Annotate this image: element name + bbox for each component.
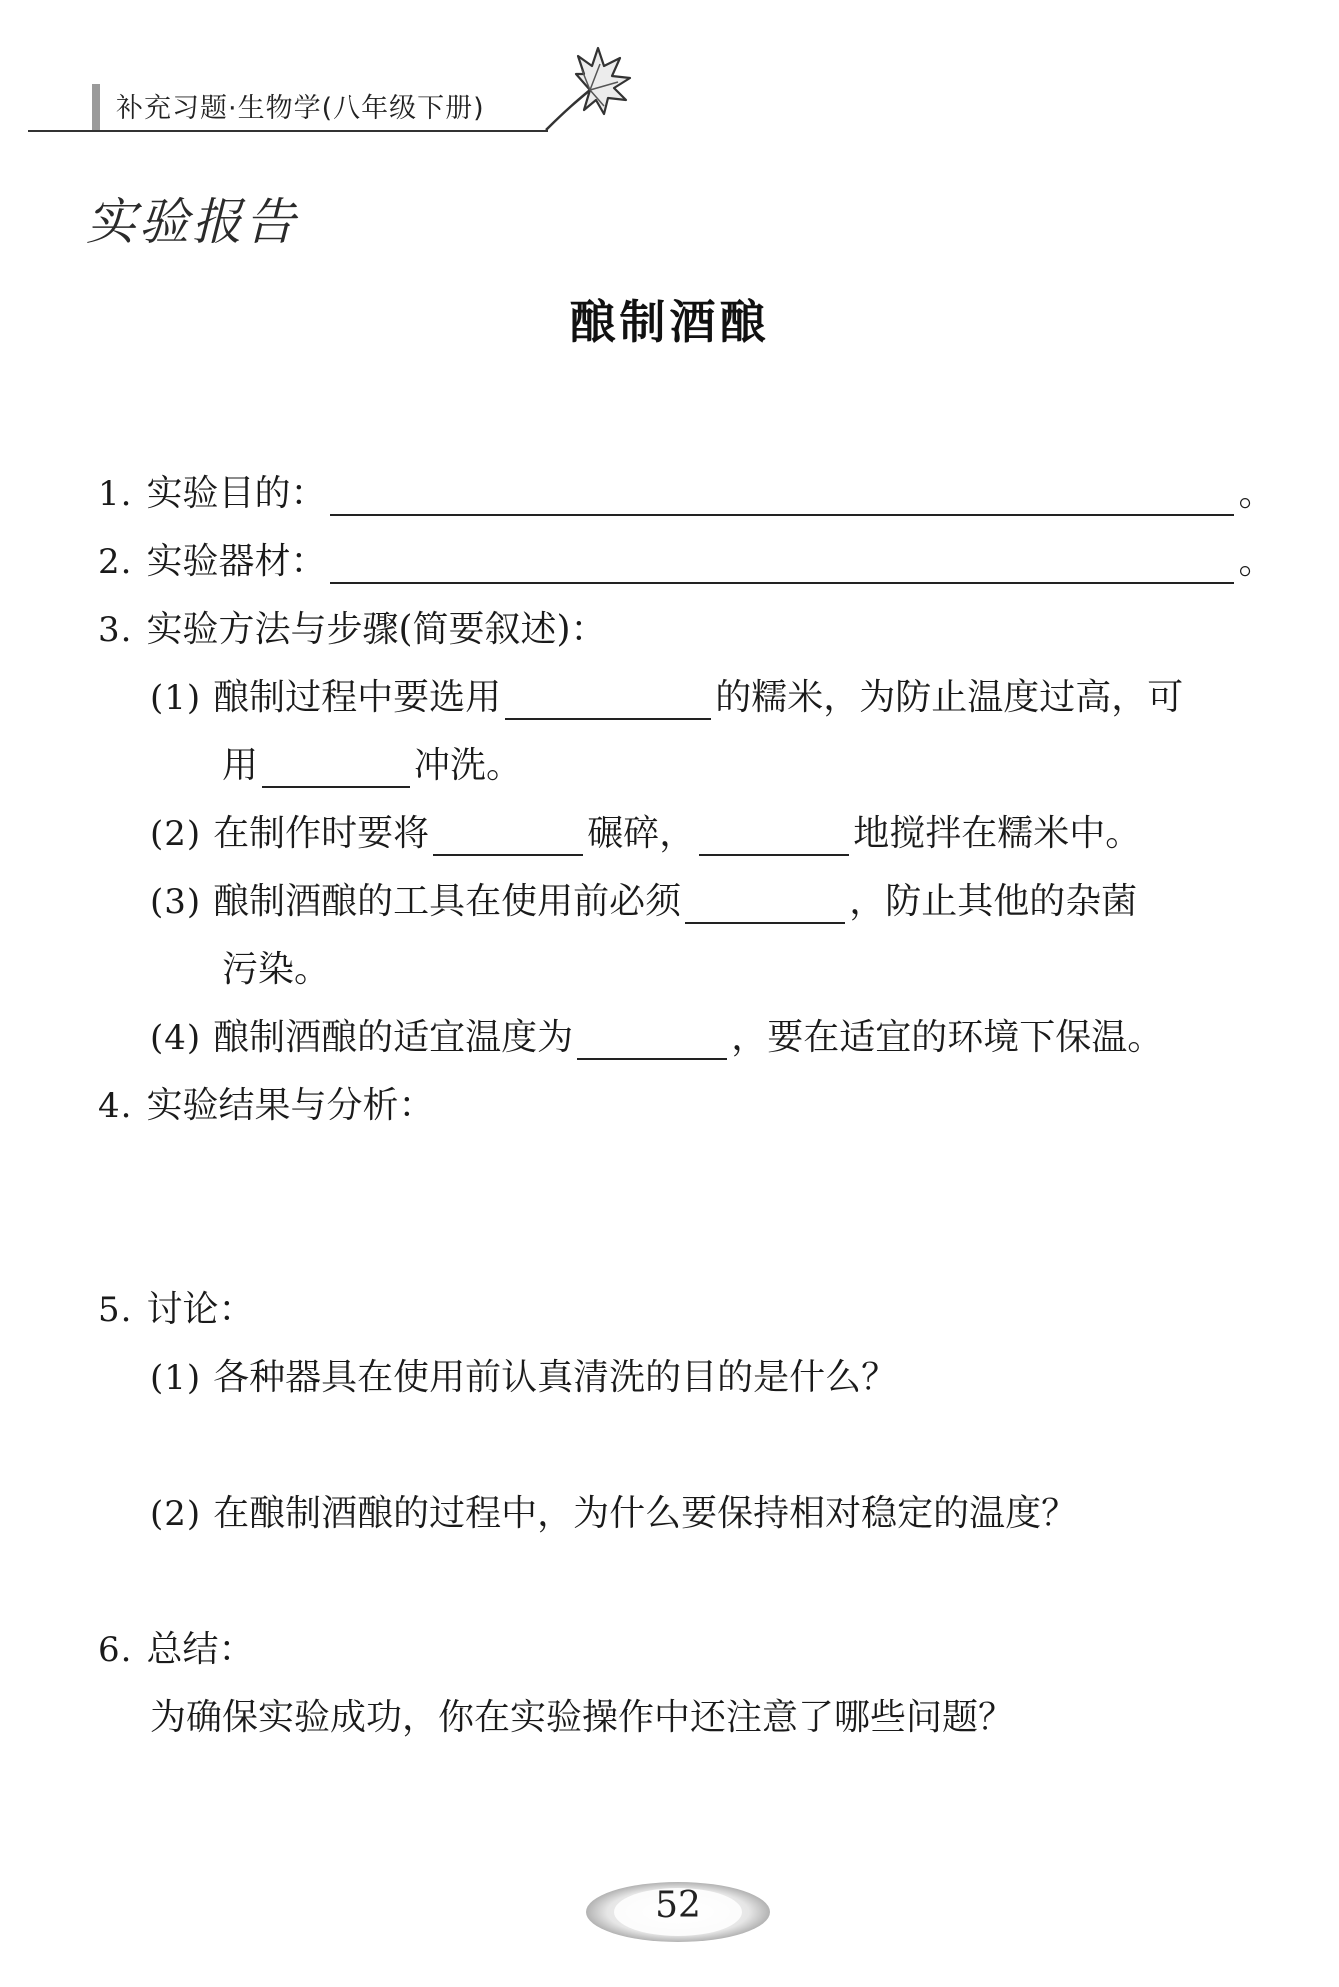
step-text: 在制作时要将: [213, 813, 430, 854]
step-text: 污染。: [222, 949, 331, 990]
item-2: [98, 540, 1274, 584]
item-text: 总结：: [146, 1629, 255, 1670]
step-text: 地搅拌在糯米中。: [853, 813, 1142, 854]
item-3: [98, 608, 607, 652]
page-number: 52: [655, 1885, 701, 1926]
item-number: 6.: [98, 1630, 133, 1670]
item-number: 4.: [98, 1086, 133, 1126]
item-5: [98, 1288, 254, 1332]
item-number: 2.: [98, 542, 133, 582]
answer-blank[interactable]: [505, 684, 711, 720]
question-number: (1): [150, 1358, 202, 1398]
step-text: 酿制过程中要选用: [213, 677, 502, 718]
step-number: (3): [150, 882, 202, 922]
item-end: 。: [1238, 541, 1275, 582]
item-text: 实验器材：: [146, 541, 327, 582]
leaf-icon: [538, 44, 636, 136]
step-text: 碾碎，: [587, 813, 696, 854]
step-3-continued: [222, 948, 330, 992]
step-3: [150, 880, 1137, 924]
answer-blank[interactable]: [577, 1024, 727, 1060]
step-text: ，要在适宜的环境下保温。: [731, 1017, 1164, 1058]
step-1: [150, 676, 1183, 720]
step-2: [150, 812, 1141, 856]
step-text: 酿制酒酿的适宜温度为: [213, 1017, 574, 1058]
item-text: 讨论：: [146, 1289, 255, 1330]
answer-blank[interactable]: [330, 548, 1234, 584]
item-end: 。: [1238, 473, 1275, 514]
section-title: 实验报告: [86, 193, 298, 251]
summary-text: 为确保实验成功，你在实验操作中还注意了哪些问题？: [150, 1697, 1015, 1738]
header-rule: [28, 130, 548, 132]
step-number: (2): [150, 814, 202, 854]
item-text: 实验结果与分析：: [146, 1085, 435, 1126]
step-text: ，防止其他的杂菌: [849, 881, 1138, 922]
item-text: 实验目的：: [146, 473, 327, 514]
item-4: [98, 1084, 434, 1128]
answer-blank[interactable]: [433, 820, 583, 856]
header-bar: [92, 84, 100, 132]
item-text: 实验方法与步骤(简要叙述)：: [146, 609, 607, 650]
header-text: 补充习题·生物学(八年级下册): [116, 93, 485, 124]
answer-blank[interactable]: [262, 752, 410, 788]
item-number: 5.: [98, 1290, 133, 1330]
question-2: [150, 1492, 1077, 1536]
item-6: [98, 1628, 254, 1672]
step-1-continued: [222, 744, 522, 788]
step-number: (1): [150, 678, 202, 718]
answer-blank[interactable]: [685, 888, 845, 924]
item-number: 3.: [98, 610, 133, 650]
page-title: 酿制酒酿: [569, 295, 770, 349]
step-number: (4): [150, 1018, 202, 1058]
answer-blank[interactable]: [330, 480, 1234, 516]
step-text: 的糯米，为防止温度过高，可: [715, 677, 1184, 718]
item-1: [98, 472, 1274, 516]
summary-question: [150, 1696, 1014, 1740]
step-text: 酿制酒酿的工具在使用前必须: [213, 881, 682, 922]
question-1: [150, 1356, 897, 1400]
step-4: [150, 1016, 1163, 1060]
step-text: 冲洗。: [414, 745, 523, 786]
item-number: 1.: [98, 474, 133, 514]
answer-blank[interactable]: [699, 820, 849, 856]
step-text: 用: [222, 745, 259, 786]
question-number: (2): [150, 1494, 202, 1534]
question-text: 在酿制酒酿的过程中，为什么要保持相对稳定的温度？: [213, 1493, 1078, 1534]
question-text: 各种器具在使用前认真清洗的目的是什么？: [213, 1357, 898, 1398]
